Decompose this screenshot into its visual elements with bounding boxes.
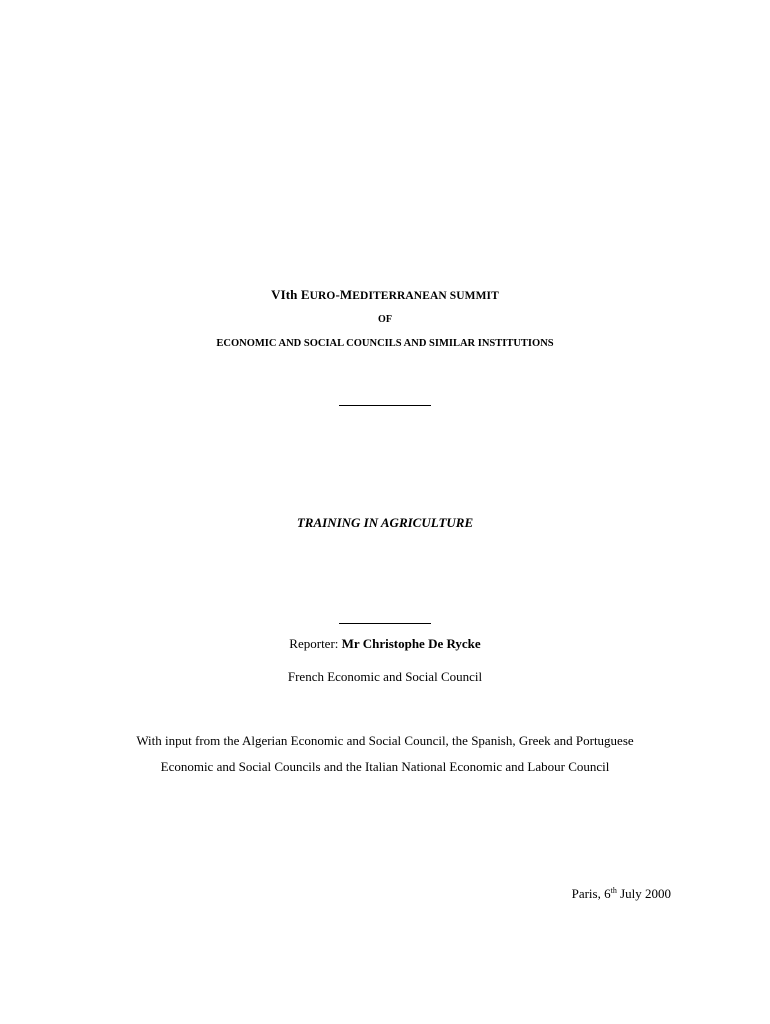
date-ordinal: th bbox=[610, 886, 617, 895]
summit-title-part: EDITERRANEAN SUMMIT bbox=[352, 290, 499, 302]
date-prefix: Paris, 6 bbox=[571, 886, 611, 901]
date-suffix: July 2000 bbox=[616, 886, 671, 901]
summit-subtitle: ECONOMIC AND SOCIAL COUNCILS AND SIMILAR INSTITUTIONS bbox=[216, 338, 554, 349]
separator-rule bbox=[339, 405, 431, 406]
reporter-line bbox=[0, 636, 770, 652]
summit-title-part: -M bbox=[335, 287, 353, 302]
summit-title bbox=[0, 287, 770, 303]
summit-title-part: VIth E bbox=[271, 287, 310, 302]
summit-title-of: OF bbox=[378, 314, 392, 325]
reporter-name: Mr Christophe De Rycke bbox=[341, 636, 481, 651]
document-title: TRAINING IN AGRICULTURE bbox=[296, 515, 474, 530]
reporter-organisation: French Economic and Social Council bbox=[287, 669, 483, 684]
summit-title-part: URO bbox=[309, 290, 336, 302]
document-date bbox=[572, 886, 671, 902]
contributors-line-1: With input from the Algerian Economic and Social Council, the Spanish, Greek and Portuguese bbox=[136, 733, 634, 748]
separator-rule bbox=[339, 623, 431, 624]
contributors-line-2: Economic and Social Councils and the Italian National Economic and Labour Council bbox=[160, 759, 610, 774]
reporter-label: Reporter: bbox=[289, 636, 342, 651]
